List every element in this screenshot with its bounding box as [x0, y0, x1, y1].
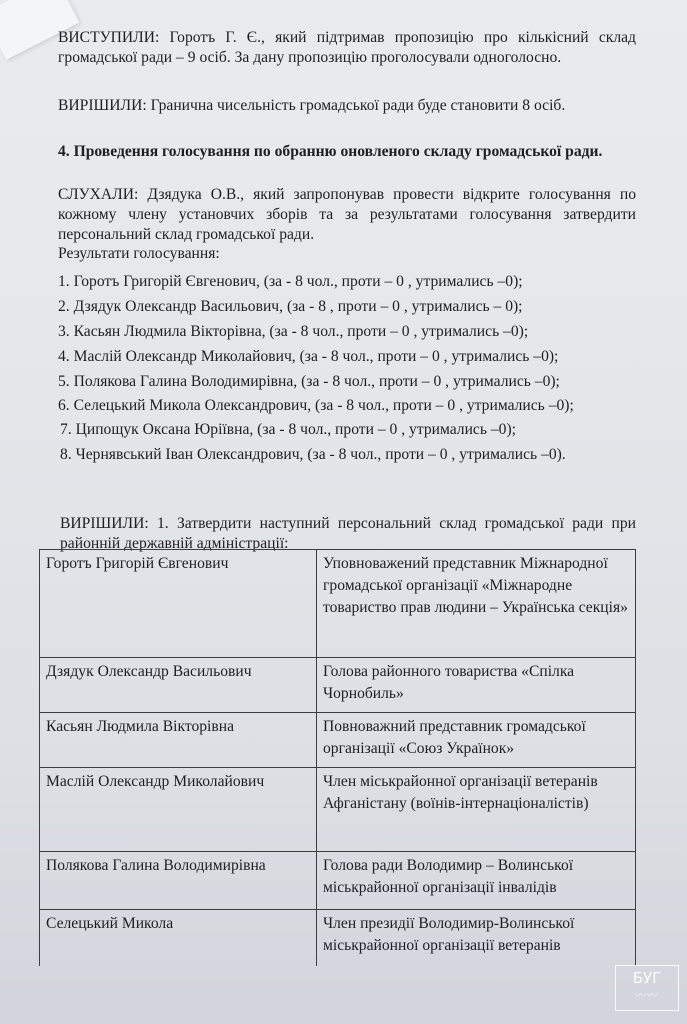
result-item-4: 4. Маслій Олександр Миколайович, (за - 8 чол., проти – 0 , утримались –0);: [58, 348, 559, 365]
results-title: Результати голосування:: [58, 245, 220, 262]
table-row: [40, 852, 636, 910]
table-row: [40, 658, 636, 713]
result-item-3: 3. Касьян Людмила Вікторівна, (за - 8 чол., проти – 0 , утримались –0);: [58, 323, 529, 340]
member-name: Дзядук Олександр Васильович: [40, 658, 317, 713]
result-item-7: 7. Ципощук Оксана Юріївна, (за - 8 чол., проти – 0 , утримались –0);: [60, 421, 516, 438]
table-row: [40, 910, 636, 966]
section-heading-4: 4. Проведення голосування по обранню оновленого складу громадської ради.: [58, 143, 603, 160]
member-role: Голова районного товариства «Спілка Чорнобиль»: [317, 658, 636, 713]
member-name: Селецький Микола: [40, 910, 317, 966]
member-name: Горотъ Григорій Євгенович: [40, 550, 317, 658]
waves-icon: 〰〰: [635, 989, 659, 1002]
members-table: [39, 549, 636, 966]
member-role: Повноважний представник громадської організації «Союз Українок»: [317, 713, 636, 768]
result-item-5: 5. Полякова Галина Володимирівна, (за - 8 чол., проти – 0 , утримались –0);: [58, 373, 560, 390]
result-item-8: 8. Чернявський Іван Олександрович, (за - 8 чол., проти – 0 , утримались –0).: [60, 446, 566, 463]
member-name: Касьян Людмила Вікторівна: [40, 713, 317, 768]
result-item-6: 6. Селецький Микола Олександрович, (за - 8 чол., проти – 0 , утримались –0);: [58, 397, 574, 414]
member-role: Член міськрайонної організації ветеранів Афганістану (воїнів-інтернаціоналістів): [317, 768, 636, 852]
result-item-2: 2. Дзядук Олександр Васильович, (за - 8 , проти – 0 , утримались – 0);: [58, 298, 523, 315]
table-row: [40, 713, 636, 768]
table-row: [40, 768, 636, 852]
result-item-1: 1. Горотъ Григорій Євгенович, (за - 8 чол., проти – 0 , утримались –0);: [58, 273, 523, 290]
paragraph-slukhaly: СЛУХАЛИ: Дзядука О.В., який запропонував провести відкрите голосування по кожному члену установчих зборів та за результатами голосування затвердити персональний склад громадської ради.: [58, 186, 636, 243]
watermark-label: БУГ: [632, 969, 662, 987]
member-role: Уповноважений представник Міжнародної громадської організації «Міжнародне товариство прав людини – Українська секція»: [317, 550, 636, 658]
member-role: Голова ради Володимир – Волинської міськрайонної організації інвалідів: [317, 852, 636, 910]
paragraph-decision: ВИРІШИЛИ: 1. Затвердити наступний персональний склад громадської ради при районній державній адміністрації:: [60, 515, 636, 552]
member-role: Член президії Володимир-Волинської міськрайонної організації ветеранів: [317, 910, 636, 966]
member-name: Полякова Галина Володимирівна: [40, 852, 317, 910]
table-row: [40, 550, 636, 658]
paragraph-vyrishyly-1: ВИРІШИЛИ: Гранична чисельність громадської ради буде становити 8 осіб.: [58, 97, 566, 114]
paragraph-vystupyly: ВИСТУПИЛИ: Горотъ Г. Є., який підтримав пропозицію про кількісний склад громадської ради – 9 осіб. За дану пропозицію проголосували одноголосно.: [58, 29, 636, 66]
member-name: Маслій Олександр Миколайович: [40, 768, 317, 852]
site-watermark: [615, 965, 679, 1011]
